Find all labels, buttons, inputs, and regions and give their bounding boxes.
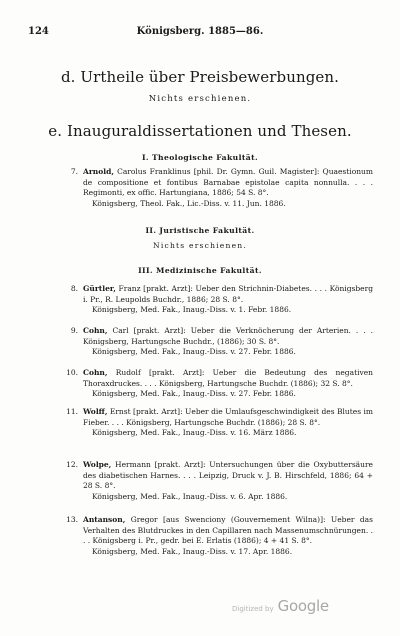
- watermark-brand: Google: [277, 597, 329, 615]
- entry-author: Gürtler,: [83, 284, 116, 293]
- section-d-note: Nichts erschienen.: [148, 94, 252, 104]
- entry-imprint: Königsberg, Med. Fak., Inaug.-Diss. v. 16. März 1886.: [92, 428, 297, 437]
- entry-author: Wolpe,: [83, 460, 112, 469]
- dissertation-entry: [70, 284, 373, 316]
- dissertation-entry: [70, 326, 373, 358]
- entry-text: Hermann [prakt. Arzt]: Untersuchungen über die Oxybuttersäure des diabetischen Harnes. . . . Leipzig, Druck v. J. B. Hirschfeld, 1886; 64 + 28 S. 8°.: [83, 460, 373, 490]
- entry-text: Rudolf [prakt. Arzt]: Ueber die Bedeutung des negativen Thoraxdruckes. . . . Königsberg, Hartungsche Buchdr. (1886); 32 S. 8°.: [83, 368, 373, 388]
- google-watermark: [232, 597, 329, 615]
- dissertation-entry: [66, 460, 373, 502]
- running-header: [28, 26, 372, 40]
- faculty-heading-theology: I. Theologische Fakultät.: [141, 153, 259, 162]
- entry-author: Arnold,: [83, 167, 114, 176]
- entry-author: Cohn,: [83, 368, 108, 377]
- entry-author: Cohn,: [83, 326, 108, 335]
- faculty-law-note: Nichts erschienen.: [153, 241, 247, 250]
- entry-imprint: Königsberg, Med. Fak., Inaug.-Diss. v. 17. Apr. 1886.: [92, 546, 293, 556]
- entry-text: Carolus Franklinus [phil. Dr. Gymn. Guil. Magister]: Quaestionum de compositione et fontibus Barnabae epistolae capita nonnulla. . . . Regimonti, ex offic. Hartungiana, 1886; 54 S. 8°.: [83, 167, 373, 197]
- entry-text: Ernst [prakt. Arzt]: Ueber die Umlaufsgeschwindigkeit des Blutes im Fieber. . . . Königsberg, Hartungsche Buchdr. (1886); 28 S. 8°.: [83, 407, 373, 427]
- entry-text: Gregor [aus Swenciony (Gouvernement Wilna)]: Ueber das Verhalten des Blutdruckes in den Capillaren nach Massenumschnürungen. . . . Königsberg i. Pr., gedr. bei E. Erlatis (1886); 4 + 41 S. 8°.: [83, 515, 373, 545]
- entry-number: 11.: [66, 407, 78, 416]
- section-e-title: e. Inauguraldissertationen und Thesen.: [48, 122, 352, 140]
- faculty-heading-medicine: III. Medizinische Fakultät.: [138, 266, 262, 275]
- section-d-title: d. Urtheile über Preisbewerbungen.: [60, 68, 340, 86]
- entry-number: 7.: [70, 167, 78, 176]
- entry-number: 12.: [66, 460, 78, 469]
- dissertation-entry: [66, 368, 373, 400]
- watermark-prefix: Digitized by: [232, 605, 274, 613]
- entry-number: 8.: [70, 284, 78, 293]
- entry-author: Antanson,: [83, 515, 126, 524]
- entry-author: Wolff,: [83, 407, 108, 416]
- dissertation-entry: [66, 515, 373, 557]
- entry-text: Carl [prakt. Arzt]: Ueber die Verknöcherung der Arterien. . . . Königsberg, Hartungsche Buchdr., (1886); 30 S. 8°.: [83, 326, 373, 346]
- entry-number: 13.: [66, 515, 78, 524]
- entry-text: Franz [prakt. Arzt]: Ueber den Strichnin-Diabetes. . . . Königsberg i. Pr., R. Leupolds Buchdr., 1886; 28 S. 8°.: [83, 284, 373, 304]
- entry-imprint: Königsberg, Med. Fak., Inaug.-Diss. v. 6. Apr. 1886.: [92, 491, 288, 501]
- faculty-heading-law: II. Juristische Fakultät.: [145, 226, 255, 235]
- running-title: Königsberg. 1885—86.: [136, 26, 264, 37]
- dissertation-entry: [66, 407, 373, 439]
- page-number: 124: [28, 26, 49, 37]
- entry-imprint: Königsberg, Med. Fak., Inaug.-Diss. v. 27. Febr. 1886.: [92, 389, 296, 398]
- entry-imprint: Königsberg, Med. Fak., Inaug.-Diss. v. 1. Febr. 1886.: [92, 305, 292, 314]
- entry-imprint: Königsberg, Theol. Fak., Lic.-Diss. v. 11. Jun. 1886.: [92, 198, 286, 208]
- dissertation-entry: [70, 167, 373, 209]
- entry-imprint: Königsberg, Med. Fak., Inaug.-Diss. v. 27. Febr. 1886.: [92, 347, 296, 356]
- entry-number: 10.: [66, 368, 78, 377]
- entry-number: 9.: [70, 326, 78, 335]
